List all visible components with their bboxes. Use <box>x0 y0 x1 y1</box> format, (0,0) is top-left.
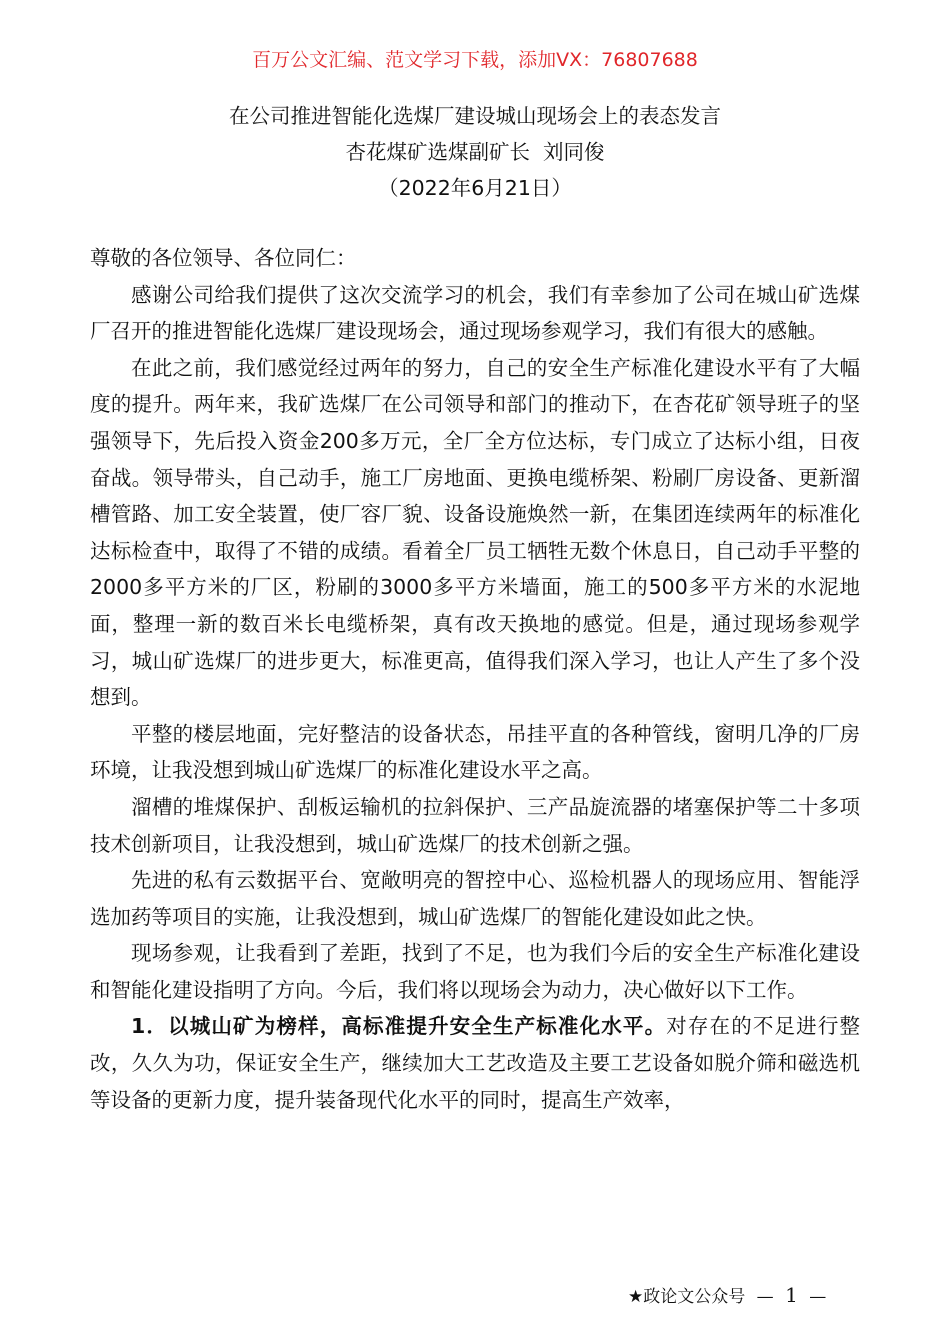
date-line: （2022年6月21日） <box>378 176 572 200</box>
speaker-line: 杏花煤矿选煤副矿长 刘同俊 <box>345 140 605 164</box>
paragraph: 感谢公司给我们提供了这次交流学习的机会，我们有幸参加了公司在城山矿选煤厂召开的推进智能化选煤厂建设现场会，通过现场参观学习，我们有很大的感触。 <box>90 282 860 344</box>
point-1-heading: 1．以城山矿为榜样，高标准提升安全生产标准化水平。 <box>131 1014 667 1039</box>
footer-dash-left: — <box>756 1287 774 1307</box>
salutation: 尊敬的各位领导、各位同仁： <box>90 246 357 270</box>
paragraph: 在此之前，我们感觉经过两年的努力，自己的安全生产标准化建设水平有了大幅度的提升。两年来，我矿选煤厂在公司领导和部门的推动下，在杏花矿领导班子的坚强领导下，先后投入资金200多万元，全厂全方位达标，专门成立了达标小组，日夜奋战。领导带头，自己动手，施工厂房地面、更换电缆桥架、粉刷厂房设备、更新溜槽管路、加工安全装置，使厂容厂貌、设备设施焕然一新，在集团连续两年的标准化达标检查中，取得了不错的成绩。看着全厂员工牺牲无数个休息日，自己动手平整的2000多平方米的厂区，粉刷的3000多平方米墙面，施工的500多平方米的水泥地面，整理一新的数百米长电缆桥架，真有改天换地的感觉。但是，通过现场参观学习，城山矿选煤厂的进步更大，标准更高，值得我们深入学习，也让人产生了多个没想到。 <box>90 355 860 710</box>
document-title: 在公司推进智能化选煤厂建设城山现场会上的表态发言 <box>229 104 721 128</box>
paragraph: 先进的私有云数据平台、宽敞明亮的智控中心、巡检机器人的现场应用、智能浮选加药等项目的实施，让我没想到，城山矿选煤厂的智能化建设如此之快。 <box>90 868 860 929</box>
page-footer <box>628 1282 832 1310</box>
point-1-text: 对存在的不足进行整改，久久为功，保证安全生产，继续加大工艺改造及主要工艺设备如脱介筛和磁选机等设备的更新力度，提升装备现代化水平的同时，提高生产效率， <box>90 1014 861 1112</box>
point-1-paragraph <box>90 1008 860 1118</box>
paragraph: 溜槽的堆煤保护、刮板运输机的拉斜保护、三产品旋流器的堵塞保护等二十多项技术创新项目，让我没想到，城山矿选煤厂的技术创新之强。 <box>90 794 860 856</box>
footer-dash-right: — <box>809 1287 827 1307</box>
footer-source: ★政论文公众号 <box>628 1287 746 1307</box>
body-text <box>90 240 860 1118</box>
page-number: 1 <box>785 1283 798 1307</box>
paragraph: 平整的楼层地面，完好整洁的设备状态，吊挂平直的各种管线，窗明几净的厂房环境，让我没想到城山矿选煤厂的标准化建设水平之高。 <box>90 721 860 783</box>
paragraph: 现场参观，让我看到了差距，找到了不足，也为我们今后的安全生产标准化建设和智能化建设指明了方向。今后，我们将以现场会为动力，决心做好以下工作。 <box>90 941 860 1002</box>
header-banner: 百万公文汇编、范文学习下载，添加VX：76807688 <box>252 49 698 71</box>
title-block <box>0 98 950 206</box>
